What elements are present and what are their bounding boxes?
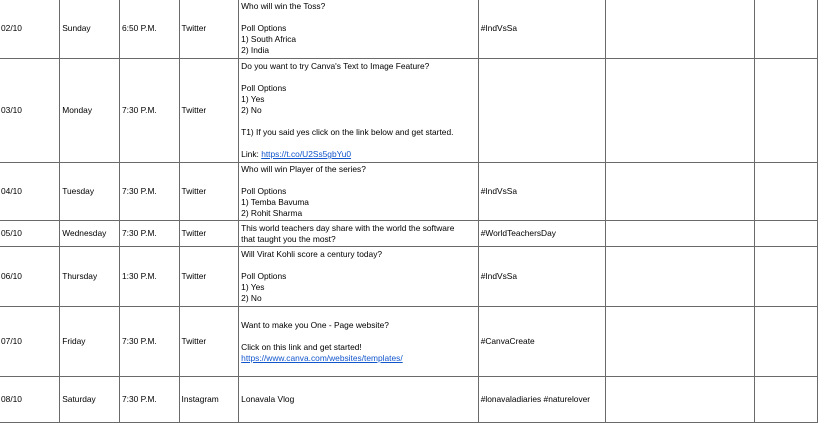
post-text: that taught you the most? — [241, 233, 336, 244]
hashtag-cell[interactable]: #IndVsSa — [478, 0, 606, 59]
empty-cell[interactable] — [755, 0, 818, 59]
table-row — [0, 247, 818, 307]
time-cell[interactable]: 7:30 P.M. — [119, 163, 179, 221]
post-link[interactable]: https://t.co/U2Ss5gbYu0 — [261, 149, 352, 159]
poll-option: 2) India — [241, 45, 270, 55]
time-cell[interactable]: 6:50 P.M. — [119, 0, 179, 59]
empty-cell[interactable] — [606, 0, 755, 59]
platform-cell[interactable]: Twitter — [179, 307, 239, 377]
poll-option: 2) Rohit Sharma — [241, 208, 303, 218]
hashtag-cell[interactable]: #CanvaCreate — [478, 307, 606, 377]
poll-option: 1) South Africa — [241, 34, 297, 44]
empty-cell[interactable] — [755, 163, 818, 221]
time-cell[interactable]: 7:30 P.M. — [119, 59, 179, 163]
time-cell[interactable]: 1:30 P.M. — [119, 247, 179, 307]
post-cell[interactable] — [239, 0, 479, 59]
day-cell[interactable]: Friday — [60, 307, 120, 377]
date-cell[interactable]: 06/10 — [0, 247, 60, 307]
empty-cell[interactable] — [755, 377, 818, 423]
poll-label: Poll Options — [241, 83, 287, 93]
post-cell[interactable] — [239, 163, 479, 221]
platform-cell[interactable]: Twitter — [179, 59, 239, 163]
poll-option: 2) No — [241, 105, 262, 115]
post-cell[interactable] — [239, 307, 479, 377]
platform-cell[interactable]: Twitter — [179, 247, 239, 307]
link-label: Link: — [241, 149, 262, 159]
platform-cell[interactable]: Instagram — [179, 377, 239, 423]
post-title: Want to make you One - Page website? — [241, 319, 389, 330]
hashtag-cell[interactable] — [478, 59, 606, 163]
poll-label: Poll Options — [241, 23, 287, 33]
poll-label: Poll Options — [241, 271, 287, 281]
date-cell[interactable]: 08/10 — [0, 377, 60, 423]
day-cell[interactable]: Thursday — [60, 247, 120, 307]
post-title: Lonavala Vlog — [241, 394, 295, 404]
date-cell[interactable]: 04/10 — [0, 163, 60, 221]
empty-cell[interactable] — [606, 221, 755, 247]
empty-cell[interactable] — [606, 247, 755, 307]
day-cell[interactable]: Sunday — [60, 0, 120, 59]
table-row — [0, 377, 818, 423]
day-cell[interactable]: Wednesday — [60, 221, 120, 247]
post-title: Will Virat Kohli score a century today? — [241, 249, 383, 259]
hashtag-cell[interactable]: #IndVsSa — [478, 163, 606, 221]
poll-label: Poll Options — [241, 186, 287, 196]
post-link-line — [241, 353, 476, 364]
table-row — [0, 163, 818, 221]
date-cell[interactable]: 03/10 — [0, 59, 60, 163]
poll-option: 1) Yes — [241, 94, 265, 104]
hashtag-cell[interactable]: #lonavaladiaries #naturelover — [478, 377, 606, 423]
hashtag-cell[interactable]: #IndVsSa — [478, 247, 606, 307]
platform-cell[interactable]: Twitter — [179, 163, 239, 221]
post-text: Click on this link and get started! — [241, 341, 362, 352]
post-cell[interactable] — [239, 247, 479, 307]
empty-cell[interactable] — [606, 163, 755, 221]
empty-cell[interactable] — [606, 307, 755, 377]
date-cell[interactable]: 07/10 — [0, 307, 60, 377]
empty-cell[interactable] — [755, 307, 818, 377]
empty-cell[interactable] — [755, 59, 818, 163]
post-cell[interactable] — [239, 377, 479, 423]
time-cell[interactable]: 7:30 P.M. — [119, 221, 179, 247]
table-row — [0, 307, 818, 377]
post-title: Who will win the Toss? — [241, 1, 326, 11]
platform-cell[interactable]: Twitter — [179, 221, 239, 247]
table-row — [0, 221, 818, 247]
table-row — [0, 59, 818, 163]
post-link-line — [241, 149, 476, 160]
time-cell[interactable]: 7:30 P.M. — [119, 377, 179, 423]
date-cell[interactable]: 05/10 — [0, 221, 60, 247]
empty-cell[interactable] — [755, 221, 818, 247]
date-cell[interactable]: 02/10 — [0, 0, 60, 59]
day-cell[interactable]: Saturday — [60, 377, 120, 423]
poll-option: 1) Temba Bavuma — [241, 197, 309, 207]
empty-cell[interactable] — [606, 59, 755, 163]
post-note: T1) If you said yes click on the link below and get started. — [241, 127, 454, 137]
time-cell[interactable]: 7:30 P.M. — [119, 307, 179, 377]
post-link[interactable]: https://www.canva.com/websites/templates/ — [241, 352, 403, 363]
poll-option: 2) No — [241, 293, 262, 303]
platform-cell[interactable]: Twitter — [179, 0, 239, 59]
post-text: This world teachers day share with the world the software — [241, 222, 455, 233]
poll-option: 1) Yes — [241, 282, 265, 292]
empty-cell[interactable] — [755, 247, 818, 307]
hashtag-cell[interactable]: #WorldTeachersDay — [478, 221, 606, 247]
post-cell[interactable] — [239, 59, 479, 163]
day-cell[interactable]: Tuesday — [60, 163, 120, 221]
post-title: Who will win Player of the series? — [241, 164, 366, 174]
table-row — [0, 0, 818, 59]
empty-cell[interactable] — [606, 377, 755, 423]
day-cell[interactable]: Monday — [60, 59, 120, 163]
post-title: Do you want to try Canva's Text to Image Feature? — [241, 61, 430, 71]
post-cell[interactable] — [239, 221, 479, 247]
